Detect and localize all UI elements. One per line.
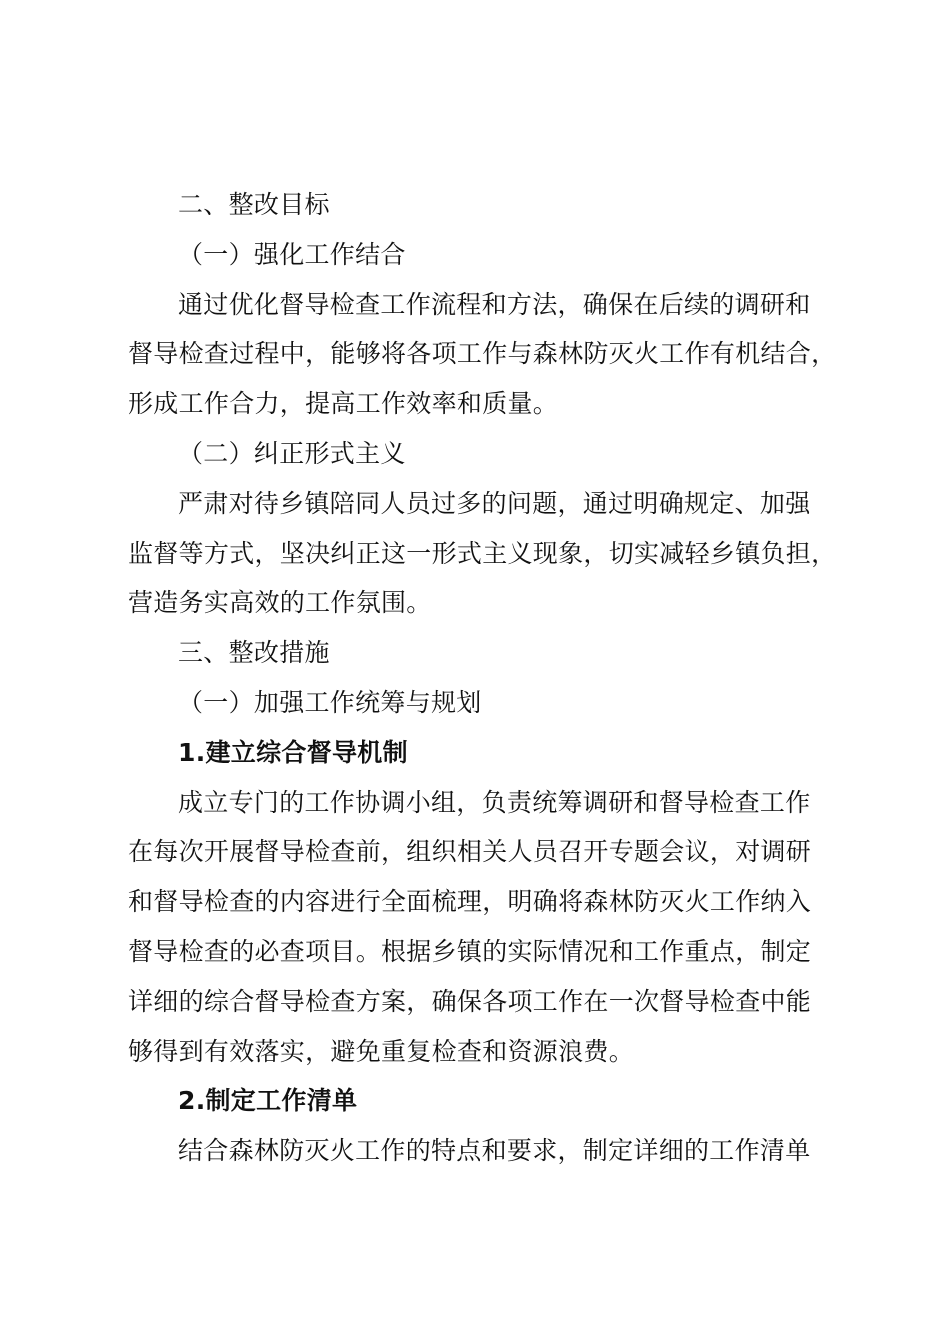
paragraph-line: 结合森林防灭火工作的特点和要求，制定详细的工作清单 (178, 1136, 811, 1166)
paragraph-line: 在每次开展督导检查前，组织相关人员召开专题会议，对调研 (128, 837, 812, 867)
paragraph-line: 够得到有效落实，避免重复检查和资源浪费。 (128, 1036, 635, 1066)
paragraph-line: 详细的综合督导检查方案，确保各项工作在一次督导检查中能 (128, 986, 812, 1016)
paragraph-line: 督导检查过程中，能够将各项工作与森林防灭火工作有机结合， (128, 339, 837, 369)
paragraph-line: 督导检查的必查项目。根据乡镇的实际情况和工作重点，制定 (128, 936, 812, 966)
subsection-heading-strengthen-integration: （一）强化工作结合 (178, 239, 406, 269)
paragraph-line: 成立专门的工作协调小组，负责统筹调研和督导检查工作 (178, 787, 811, 817)
paragraph-line: 形成工作合力，提高工作效率和质量。 (128, 389, 559, 419)
document-body (128, 180, 858, 1176)
paragraph-line: 监督等方式，坚决纠正这一形式主义现象，切实减轻乡镇负担， (128, 538, 837, 568)
paragraph-line: 严肃对待乡镇陪同人员过多的问题，通过明确规定、加强 (178, 488, 811, 518)
paragraph-line: 通过优化督导检查工作流程和方法，确保在后续的调研和 (178, 289, 811, 319)
item-heading-comprehensive-supervision: 1.建立综合督导机制 (178, 737, 408, 767)
paragraph-line: 和督导检查的内容进行全面梳理，明确将森林防灭火工作纳入 (128, 887, 812, 917)
paragraph-line: 营造务实高效的工作氛围。 (128, 588, 432, 618)
subsection-heading-coordination-planning: （一）加强工作统筹与规划 (178, 687, 482, 717)
item-heading-work-checklist: 2.制定工作清单 (178, 1086, 358, 1116)
subsection-heading-correct-formalism: （二）纠正形式主义 (178, 438, 406, 468)
section-heading-rectification-measures: 三、整改措施 (178, 638, 330, 668)
section-heading-rectification-goals: 二、整改目标 (178, 190, 330, 219)
